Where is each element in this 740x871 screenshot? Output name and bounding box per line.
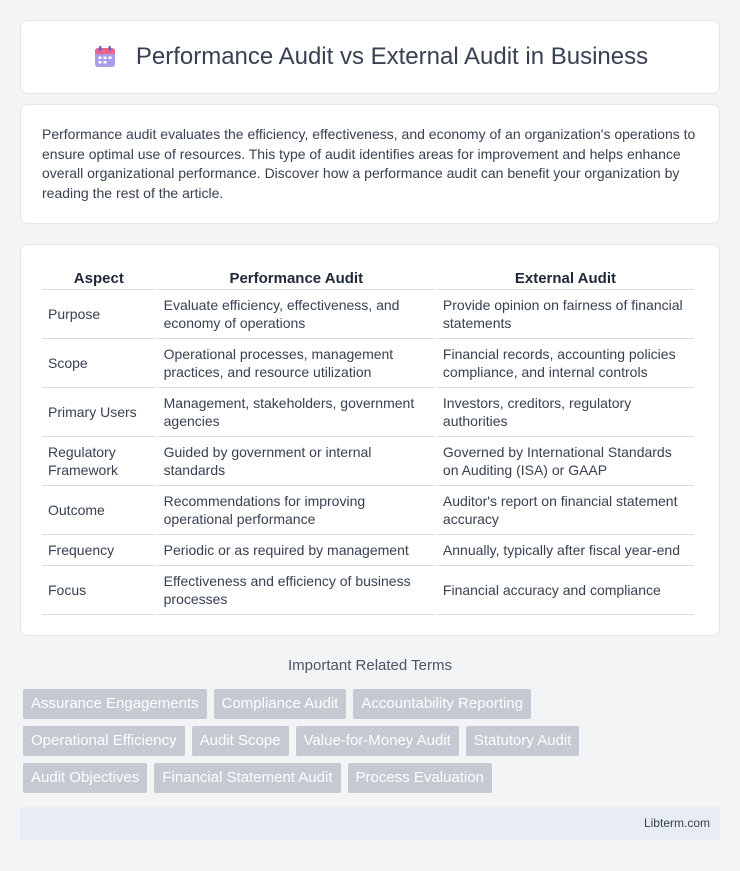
tag-row: [23, 763, 723, 793]
table-cell: Effectiveness and efficiency of business processes: [158, 566, 435, 615]
table-cell: Periodic or as required by management: [158, 535, 435, 566]
table-cell: Recommendations for improving operational performance: [158, 486, 435, 535]
header-performance-audit: Performance Audit: [158, 265, 435, 290]
tag-process-evaluation[interactable]: Process Evaluation: [348, 763, 492, 793]
tag-accountability-reporting[interactable]: Accountability Reporting: [353, 689, 531, 719]
table-cell: Annually, typically after fiscal year-end: [437, 535, 694, 566]
table-cell: Regulatory Framework: [42, 437, 156, 486]
related-terms-title: Important Related Terms: [288, 657, 452, 674]
footer: [20, 807, 720, 840]
table-cell: Financial accuracy and compliance: [437, 566, 694, 615]
tag-assurance-engagements[interactable]: Assurance Engagements: [23, 689, 207, 719]
intro-card: [20, 104, 720, 224]
table-cell: Scope: [42, 339, 156, 388]
table-cell: Auditor's report on financial statement accuracy: [437, 486, 694, 535]
table-row: [42, 437, 694, 486]
tag-operational-efficiency[interactable]: Operational Efficiency: [23, 726, 185, 756]
header-aspect: Aspect: [42, 265, 156, 290]
table-cell: Management, stakeholders, government agencies: [158, 388, 435, 437]
comparison-card: [20, 244, 720, 636]
tag-value-for-money-audit[interactable]: Value-for-Money Audit: [296, 726, 459, 756]
table-row: [42, 290, 694, 339]
tag-audit-scope[interactable]: Audit Scope: [192, 726, 289, 756]
table-row: [42, 388, 694, 437]
tag-audit-objectives[interactable]: Audit Objectives: [23, 763, 147, 793]
table-row: [42, 535, 694, 566]
tag-financial-statement-audit[interactable]: Financial Statement Audit: [154, 763, 340, 793]
table-cell: Governed by International Standards on Auditing (ISA) or GAAP: [437, 437, 694, 486]
table-row: [42, 339, 694, 388]
related-terms-list: [23, 689, 723, 800]
page-title: Performance Audit vs External Audit in Business: [135, 43, 649, 70]
table-cell: Evaluate efficiency, effectiveness, and economy of operations: [158, 290, 435, 339]
table-header-row: [42, 265, 694, 290]
table-cell: Outcome: [42, 486, 156, 535]
table-cell: Investors, creditors, regulatory authorities: [437, 388, 694, 437]
comparison-table: [40, 265, 696, 615]
table-cell: Frequency: [42, 535, 156, 566]
tag-compliance-audit[interactable]: Compliance Audit: [214, 689, 347, 719]
tag-row: [23, 689, 723, 719]
footer-site-link[interactable]: Libterm.com: [643, 816, 710, 830]
title-card: [20, 20, 720, 94]
calendar-icon: [92, 44, 118, 70]
table-row: [42, 486, 694, 535]
table-row: [42, 566, 694, 615]
table-cell: Guided by government or internal standards: [158, 437, 435, 486]
table-cell: Provide opinion on fairness of financial statements: [437, 290, 694, 339]
header-external-audit: External Audit: [437, 265, 694, 290]
table-cell: Purpose: [42, 290, 156, 339]
table-cell: Primary Users: [42, 388, 156, 437]
table-cell: Operational processes, management practices, and resource utilization: [158, 339, 435, 388]
tag-row: [23, 726, 723, 756]
tag-statutory-audit[interactable]: Statutory Audit: [466, 726, 580, 756]
table-cell: Financial records, accounting policies compliance, and internal controls: [437, 339, 694, 388]
intro-paragraph: Performance audit evaluates the efficiency, effectiveness, and economy of an organization's operations to ensure optimal use of resources. This type of audit identifies areas for improvement and helps enhance overall organizational performance. Discover how a performance audit can benefit your organization by reading the rest of the article.: [42, 126, 696, 201]
table-cell: Focus: [42, 566, 156, 615]
